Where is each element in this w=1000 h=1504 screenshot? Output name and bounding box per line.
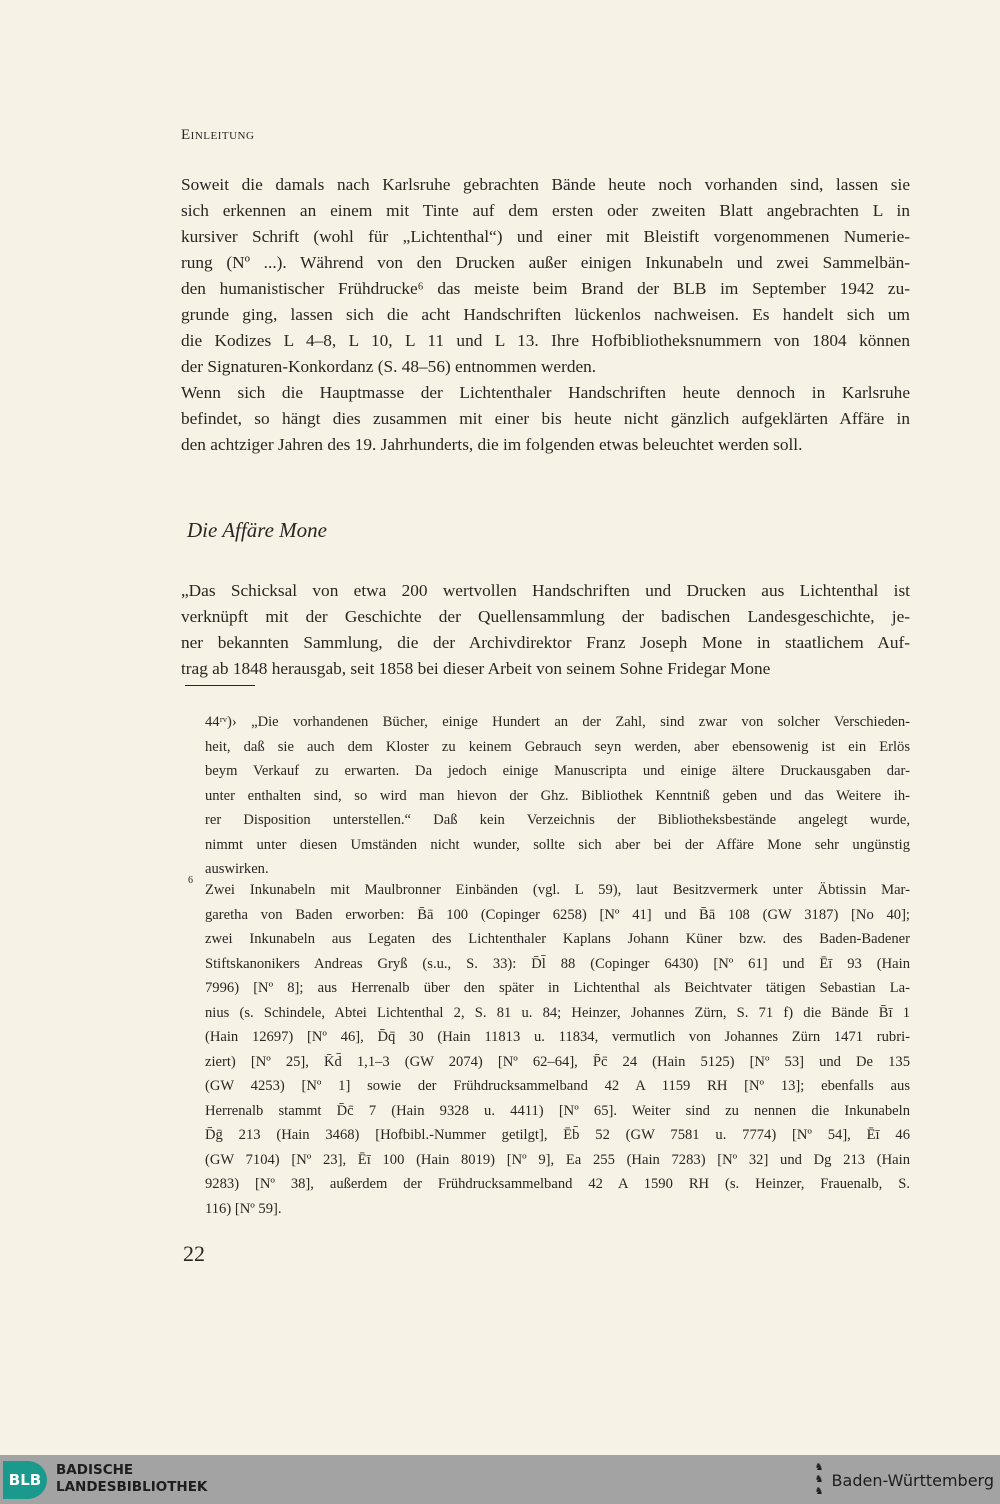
body-paragraph xyxy=(181,172,910,380)
text-line: garetha von Baden erworben: B̄ā 100 (Copinger 6258) [Nº 41] und B̄ā 108 (GW 3187) [No 40]; xyxy=(205,906,910,923)
text-line: trag ab 1848 herausgab, seit 1858 bei dieser Arbeit von seinem Sohne Fridegar Mone xyxy=(181,659,771,678)
text-line: ziert) [Nº 25], K̄d̄ 1,1–3 (GW 2074) [Nº 62–64], P̄c̄ 24 (Hain 5125) [Nº 53] und De 135 xyxy=(205,1053,910,1070)
text-line: rung (Nº ...). Während von den Drucken außer einigen Inkunabeln und zwei Sammelbän- xyxy=(181,253,910,272)
text-line: der Signaturen-Konkordanz (S. 48–56) entnommen werden. xyxy=(181,357,597,376)
baden-wuerttemberg-logo[interactable] xyxy=(815,1461,994,1499)
text-line: grunde ging, lassen sich die acht Handschriften lückenlos nachweisen. Es handelt sich um xyxy=(181,305,910,324)
text-line: zwei Inkunabeln aus Legaten des Lichtenthaler Kaplans Johann Küner bzw. des Baden-Badener xyxy=(205,931,910,947)
text-line: auswirken. xyxy=(205,861,269,877)
section-heading: Die Affäre Mone xyxy=(187,518,327,542)
text-line: Wenn sich die Hauptmasse der Lichtenthaler Handschriften heute dennoch in Karlsruhe xyxy=(181,383,910,402)
text-line: (GW 4253) [Nº 1] sowie der Frühdrucksammelband 42 A 1159 RH [Nº 13]; ebenfalls aus xyxy=(205,1078,910,1094)
footnote-continuation xyxy=(205,710,910,882)
lions-coat-of-arms-icon: ♞ ♞ ♞ xyxy=(814,1462,824,1497)
text-line: den humanistischer Frühdrucke⁶ das meiste beim Brand der BLB im September 1942 zu- xyxy=(181,279,910,298)
text-line: 7996) [Nº 8]; aus Herrenalb über den später in Lichtenthal als Beichtvater tätigen Sebastian La- xyxy=(205,980,910,996)
text-line: (GW 7104) [Nº 23], Ēī 100 (Hain 8019) [Nº 9], Ea 255 (Hain 7283) [Nº 32] und Dg 213 (Hain xyxy=(205,1151,910,1168)
library-name-line-2: LANDESBIBLIOTHEK xyxy=(56,1479,208,1495)
text-line: kursiver Schrift (wohl für „Lichtenthal“) und einer mit Bleistift vorgenommenen Numerie- xyxy=(181,227,910,246)
text-line: 116) [Nº 59]. xyxy=(205,1200,282,1217)
text-line: 44ʳᵛ)› „Die vorhandenen Bücher, einige Hundert an der Zahl, sind zwar von solcher Verschieden- xyxy=(205,714,910,730)
text-line: unter enthalten sind, so wird man hievon der Ghz. Bibliothek Kenntniß geben und das Weitere ih- xyxy=(205,787,910,804)
text-line: beym Verkauf zu erwarten. Da jedoch einige Manuscripta und einige ältere Druckausgaben dar- xyxy=(205,763,910,779)
text-line: Herrenalb stammt D̄c̄ 7 (Hain 9328 u. 4411) [Nº 65]. Weiter sind zu nennen die Inkunabeln xyxy=(205,1102,910,1119)
running-head: Einleitung xyxy=(181,127,255,143)
state-name: Baden-Württemberg xyxy=(831,1470,994,1490)
text-line: sich erkennen an einem mit Tinte auf dem ersten oder zweiten Blatt angebrachten L in xyxy=(181,201,910,220)
page-number: 22 xyxy=(183,1241,205,1266)
library-name xyxy=(56,1462,207,1496)
blb-logo[interactable]: BLB xyxy=(3,1461,47,1499)
text-line: befindet, so hängt dies zusammen mit einer bis heute nicht gänzlich aufgeklärten Affäre in xyxy=(181,409,910,428)
text-line: D̄ḡ 213 (Hain 3468) [Hofbibl.-Nummer getilgt], Ēb̄ 52 (GW 7581 u. 7774) [Nº 54], Ēī 46 xyxy=(205,1127,910,1143)
footer-bar xyxy=(0,1455,1000,1504)
text-line: Zwei Inkunabeln mit Maulbronner Einbänden (vgl. L 59), laut Besitzvermerk unter Äbtissin Mar- xyxy=(205,882,910,898)
section-paragraph xyxy=(181,578,910,682)
text-line: rer Disposition unterstellen.“ Daß kein Verzeichnis der Bibliotheksbestände angelegt wurde, xyxy=(205,812,910,828)
text-line: „Das Schicksal von etwa 200 wertvollen Handschriften und Drucken aus Lichtenthal ist xyxy=(181,581,910,600)
text-line: 9283) [Nº 38], außerdem der Frühdrucksammelband 42 A 1590 RH (s. Heinzer, Frauenalb, S. xyxy=(205,1176,910,1192)
text-line: nius (s. Schindele, Abtei Lichtenthal 2, S. 81 u. 84; Heinzer, Johannes Zürn, S. 71 f) die Bände B̄ī 1 xyxy=(205,1004,910,1021)
text-line: ner bekannten Sammlung, die der Archivdirektor Franz Joseph Mone in staatlichem Auf- xyxy=(181,633,910,652)
library-name-line-1: BADISCHE xyxy=(56,1462,134,1478)
text-line: verknüpft mit der Geschichte der Quellensammlung der badischen Landesgeschichte, je- xyxy=(181,607,910,626)
footnote-marker: 6 xyxy=(188,875,193,886)
text-line: heit, daß sie auch dem Kloster zu keinem Gebrauch seyn werden, aber ebensowenig ist ein Erlös xyxy=(205,738,910,755)
text-line: Soweit die damals nach Karlsruhe gebrachten Bände heute noch vorhanden sind, lassen sie xyxy=(181,175,910,194)
footnote-separator xyxy=(185,685,255,686)
text-line: nimmt unter diesen Umständen nicht wunder, sollte sich aber bei der Affäre Mone sehr ungünstig xyxy=(205,836,910,853)
text-line: (Hain 12697) [Nº 46], D̄q̄ 30 (Hain 11813 u. 11834, vermutlich von Johannes Zürn 1471 rubri- xyxy=(205,1029,910,1045)
text-line: den achtziger Jahren des 19. Jahrhunderts, die im folgenden etwas beleuchtet werden soll. xyxy=(181,435,803,454)
text-line: die Kodizes L 4–8, L 10, L 11 und L 13. Ihre Hofbibliotheksnummern von 1804 können xyxy=(181,331,910,350)
body-paragraph xyxy=(181,380,910,458)
text-line: Stiftskanonikers Andreas Gryß (s.u., S. 33): D̄l̄ 88 (Copinger 6430) [Nº 61] und Ēī 93 (Hain xyxy=(205,955,910,972)
footnote-6 xyxy=(188,875,910,1221)
